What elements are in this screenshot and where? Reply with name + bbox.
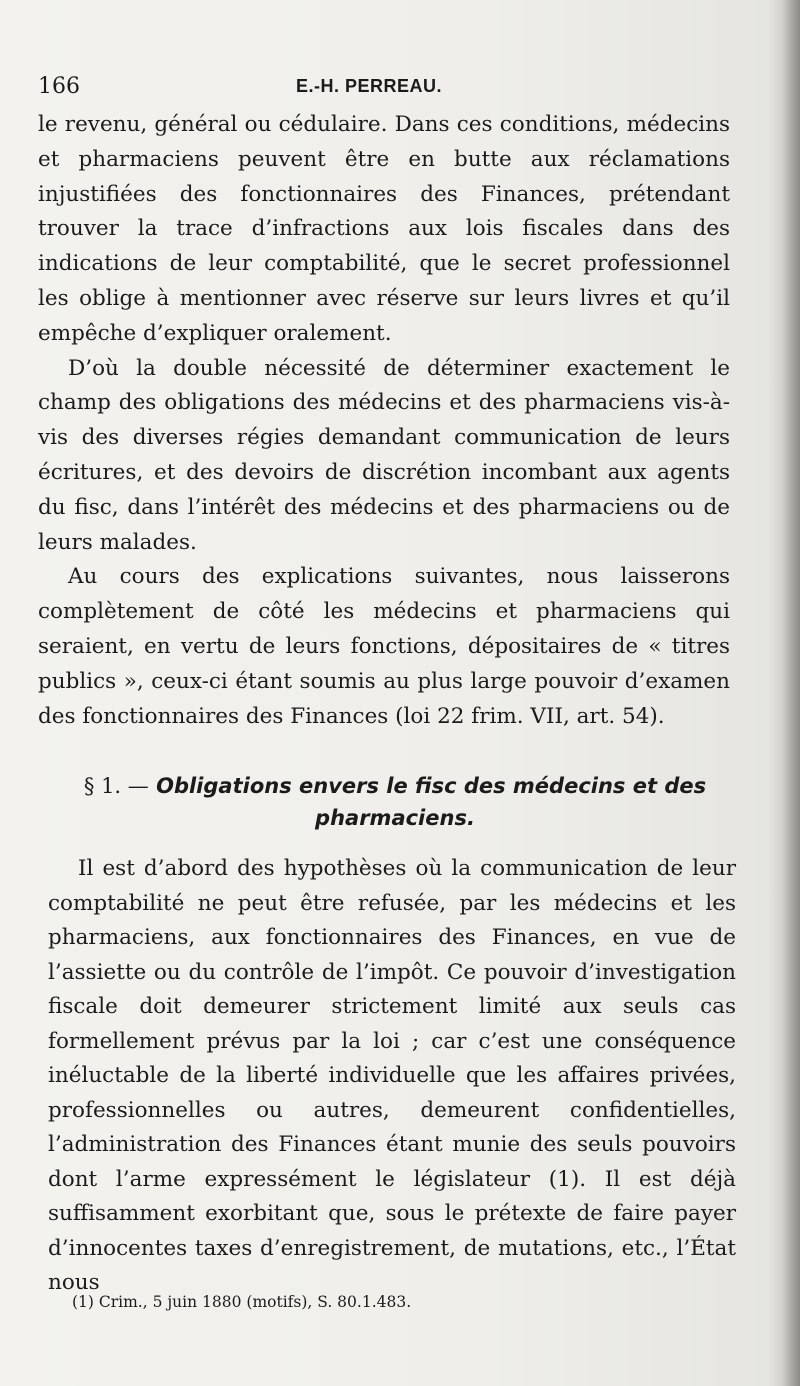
footnote: (1) Crim., 5 juin 1880 (motifs), S. 80.1.483. [72,1293,412,1311]
page-edge-shadow [782,0,800,1386]
page-header [38,74,728,104]
section-heading [60,770,730,834]
body-text-bottom [48,852,736,1301]
paragraph-3: Au cours des explications suivantes, nous laisserons complètement de côté les médecins et pharmaciens qui seraient, en vertu de leurs fonctions, dépositaires de « titres publics », ceux-ci étant soumis au plus large pouvoir d’examen des fonctionnaires des Finances (loi 22 frim. VII, art. 54). [38,564,730,729]
section-title: Obligations envers le fisc des médecins et des pharmaciens. [156,774,707,830]
running-head: E.-H. PERREAU. [296,76,443,96]
paragraph-1: le revenu, général ou cédulaire. Dans ces conditions, médecins et pharmaciens peuvent être en butte aux réclamations injustifiées des fonctionnaires des Finances, prétendant trouver la trace d’infractions aux lois fiscales dans des indications de leur comptabilité, que le secret professionnel les oblige à mentionner avec réserve sur leurs livres et qu’il empêche d’expliquer oralement. [38,112,730,346]
paragraph-2: D’où la double nécessité de déterminer exactement le champ des obligations des médecins et des pharmaciens vis-à-vis des diverses régies demandant communication de leurs écritures, et des devoirs de discrétion incombant aux agents du fisc, dans l’intérêt des médecins et des pharmaciens ou de leurs malades. [38,355,730,555]
paragraph-4: Il est d’abord des hypothèses où la communication de leur comptabilité ne peut être refusée, par les médecins et les pharmaciens, aux fonctionnaires des Finances, en vue de l’assiette ou du contrôle de l’impôt. Ce pouvoir d’investigation fiscale doit demeurer strictement limité aux seuls cas formellement prévus par la loi ; car c’est une conséquence inéluctable de la liberté individuelle que les affaires privées, professionnelles ou autres, demeurent confidentielles, l’administration des Finances étant munie des seuls pouvoirs dont l’arme expressément le législateur (1). Il est déjà suffisamment exorbitant que, sous le prétexte de faire payer d’innocentes taxes d’enregistrement, de mutations, etc., l’État nous [48,856,736,1295]
page-number: 166 [38,74,80,99]
body-text-top [38,108,730,734]
section-number: § 1. — [83,774,149,798]
